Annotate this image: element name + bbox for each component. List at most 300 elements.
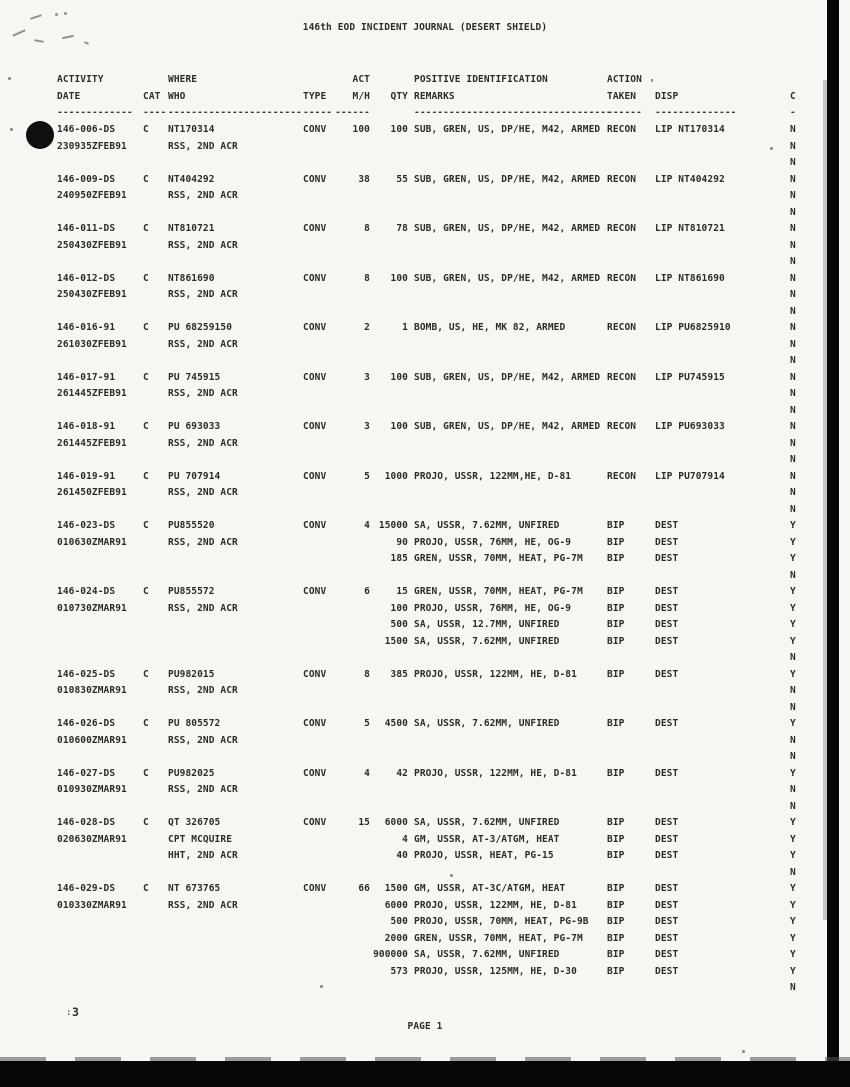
- entry-type: CONV: [303, 668, 327, 680]
- header-separator: [0, 107, 850, 124]
- line-qty: 6000: [384, 899, 408, 911]
- line-action-taken: RECON: [607, 124, 637, 135]
- line-c-flag: N: [790, 437, 796, 449]
- entry-cat: C: [143, 883, 149, 894]
- scan-speck: [8, 77, 11, 80]
- separator-dashes: ----------------------------------: [414, 107, 612, 118]
- line-remark: PROJO, USSR, 122MM,HE, D-81: [414, 470, 572, 482]
- separator-dashes: -: [790, 107, 796, 118]
- journal-entry-146-029-DS-line-2: [0, 900, 850, 917]
- line-c-flag: N: [790, 388, 796, 399]
- journal-entry-146-019-91-line-2: [0, 487, 850, 504]
- scan-speck: [10, 128, 13, 131]
- line-remark: SA, USSR, 7.62MM, UNFIRED: [414, 635, 560, 647]
- entry-who: PU982015: [168, 668, 215, 680]
- line-c-flag: N: [790, 371, 796, 383]
- entry-who: RSS, 2ND ACR: [168, 784, 238, 795]
- line-action-taken: BIP: [607, 586, 625, 597]
- entry-who: QT 326705: [168, 817, 221, 828]
- line-c-flag: N: [790, 239, 796, 251]
- entry-manhours: 3: [364, 371, 370, 383]
- entry-type: CONV: [303, 470, 327, 482]
- journal-entry-146-012-DS-line-3: [0, 306, 850, 323]
- journal-entries: [0, 124, 850, 999]
- margin-tick-mark: :: [66, 1008, 72, 1018]
- header-row-2: [0, 91, 850, 108]
- line-c-flag: N: [790, 322, 796, 333]
- pencil-scribble: [34, 39, 44, 43]
- line-disp: DEST: [655, 520, 679, 531]
- line-c-flag: Y: [790, 619, 796, 630]
- line-c-flag: N: [790, 338, 796, 350]
- entry-who: RSS, 2ND ACR: [168, 190, 238, 201]
- stray-mark: ': [649, 78, 655, 89]
- line-action-taken: RECON: [607, 173, 637, 185]
- line-disp: DEST: [655, 536, 679, 548]
- line-disp: DEST: [655, 850, 679, 861]
- entry-who: PU 68259150: [168, 322, 233, 333]
- line-disp: DEST: [655, 817, 679, 828]
- line-qty: 100: [390, 421, 408, 432]
- journal-entry-146-016-91-line-3: [0, 355, 850, 372]
- entry-who: RSS, 2ND ACR: [168, 388, 238, 399]
- line-c-flag: N: [790, 206, 796, 218]
- line-c-flag: N: [790, 734, 796, 746]
- journal-entry-146-028-DS-line-3: [0, 850, 850, 867]
- line-c-flag: N: [790, 800, 796, 812]
- entry-who: PU 745915: [168, 371, 221, 383]
- line-disp: DEST: [655, 635, 679, 647]
- journal-entry-146-029-DS-line-4: [0, 933, 850, 950]
- journal-entry-146-023-DS-line-2: [0, 537, 850, 554]
- entry-manhours: 8: [364, 223, 370, 234]
- line-c-flag: N: [790, 124, 796, 135]
- line-c-flag: Y: [790, 833, 796, 845]
- line-action-taken: RECON: [607, 272, 637, 284]
- col-header-remarks: REMARKS: [414, 90, 455, 102]
- separator-dashes: ------: [335, 107, 370, 118]
- line-c-flag: Y: [790, 520, 796, 531]
- col-header-who: WHO: [168, 90, 186, 102]
- line-c-flag: N: [790, 305, 796, 317]
- line-disp: DEST: [655, 668, 679, 680]
- line-qty: 100: [390, 124, 408, 135]
- line-disp: DEST: [655, 602, 679, 614]
- line-action-taken: BIP: [607, 718, 625, 729]
- entry-cat: C: [143, 421, 149, 432]
- line-remark: SA, USSR, 7.62MM, UNFIRED: [414, 817, 560, 828]
- separator-dashes: --------------: [655, 107, 737, 118]
- entry-manhours: 2: [364, 322, 370, 333]
- entry-id: 146-017-91: [57, 371, 116, 383]
- document-title: 146th EOD INCIDENT JOURNAL (DESERT SHIELD): [302, 22, 548, 33]
- scan-speck: [450, 874, 453, 877]
- entry-who: PU 707914: [168, 470, 221, 482]
- line-c-flag: Y: [790, 949, 796, 960]
- entry-id: 146-024-DS: [57, 586, 116, 597]
- line-disp: DEST: [655, 619, 679, 630]
- line-disp: DEST: [655, 553, 679, 564]
- col-header-disp: DISP: [655, 90, 679, 102]
- line-qty: 1000: [384, 470, 408, 482]
- entry-date: 240950ZFEB91: [57, 190, 127, 201]
- entry-who: RSS, 2ND ACR: [168, 140, 238, 152]
- line-disp: DEST: [655, 899, 679, 911]
- line-action-taken: BIP: [607, 932, 625, 944]
- entry-id: 146-028-DS: [57, 817, 116, 828]
- line-c-flag: Y: [790, 965, 796, 977]
- line-action-taken: BIP: [607, 668, 625, 680]
- entry-id: 146-018-91: [57, 421, 116, 432]
- entry-who: RSS, 2ND ACR: [168, 734, 238, 746]
- line-disp: DEST: [655, 916, 679, 927]
- entry-manhours: 15: [358, 817, 370, 828]
- line-c-flag: N: [790, 569, 796, 581]
- line-action-taken: RECON: [607, 470, 637, 482]
- line-action-taken: BIP: [607, 817, 625, 828]
- journal-entry-146-026-DS-line-2: [0, 735, 850, 752]
- line-action-taken: BIP: [607, 899, 625, 911]
- entry-type: CONV: [303, 421, 327, 432]
- line-c-flag: Y: [790, 586, 796, 597]
- col-header-c: C: [790, 90, 796, 102]
- col-header-mh: M/H: [352, 90, 370, 102]
- journal-entry-146-016-91-line-1: [0, 322, 850, 339]
- line-c-flag: N: [790, 652, 796, 663]
- line-remark: SUB, GREN, US, DP/HE, M42, ARMED: [414, 223, 601, 234]
- line-c-flag: N: [790, 685, 796, 696]
- journal-entry-146-027-DS-line-2: [0, 784, 850, 801]
- line-qty: 185: [390, 553, 408, 564]
- line-action-taken: BIP: [607, 883, 625, 894]
- line-qty: 1500: [384, 883, 408, 894]
- line-c-flag: Y: [790, 602, 796, 614]
- line-c-flag: N: [790, 751, 796, 762]
- line-remark: PROJO, USSR, 76MM, HE, OG-9: [414, 602, 572, 614]
- journal-entry-146-026-DS-line-1: [0, 718, 850, 735]
- journal-entry-146-018-91-line-2: [0, 438, 850, 455]
- entry-id: 146-012-DS: [57, 272, 116, 284]
- col-header-activity: ACTIVITY: [57, 74, 104, 85]
- table-header: [0, 74, 850, 124]
- col-header-positive-identification: POSITIVE IDENTIFICATION: [414, 74, 548, 85]
- entry-cat: C: [143, 817, 149, 828]
- journal-entry-146-025-DS-line-2: [0, 685, 850, 702]
- journal-entry-146-027-DS-line-3: [0, 801, 850, 818]
- entry-id: 146-023-DS: [57, 520, 116, 531]
- journal-entry-146-029-DS-line-1: [0, 883, 850, 900]
- entry-date: 261445ZFEB91: [57, 388, 127, 399]
- journal-entry-146-023-DS-line-1: [0, 520, 850, 537]
- pencil-scribble: [64, 12, 67, 15]
- pencil-scribble: [55, 13, 58, 16]
- line-c-flag: N: [790, 784, 796, 795]
- line-c-flag: Y: [790, 635, 796, 647]
- scan-speck: [742, 1050, 745, 1053]
- line-disp: DEST: [655, 949, 679, 960]
- entry-who: RSS, 2ND ACR: [168, 437, 238, 449]
- journal-entry-146-018-91-line-1: [0, 421, 850, 438]
- entry-type: CONV: [303, 124, 327, 135]
- line-disp: LIP NT170314: [655, 124, 725, 135]
- entry-type: CONV: [303, 817, 327, 828]
- journal-entry-146-009-DS-line-2: [0, 190, 850, 207]
- line-qty: 78: [396, 223, 408, 234]
- col-header-where: WHERE: [168, 74, 198, 85]
- journal-entry-146-006-DS-line-2: [0, 141, 850, 158]
- pencil-scribble: [84, 41, 89, 45]
- line-c-flag: N: [790, 866, 796, 878]
- journal-entry-146-011-DS-line-3: [0, 256, 850, 273]
- line-remark: PROJO, USSR, 70MM, HEAT, PG-9B: [414, 916, 589, 927]
- line-c-flag: Y: [790, 536, 796, 548]
- entry-manhours: 4: [364, 520, 370, 531]
- journal-entry-146-017-91-line-1: [0, 372, 850, 389]
- line-qty: 4500: [384, 718, 408, 729]
- journal-entry-146-028-DS-line-1: [0, 817, 850, 834]
- line-disp: LIP PU6825910: [655, 322, 731, 333]
- entry-who: NT810721: [168, 223, 215, 234]
- line-remark: GREN, USSR, 70MM, HEAT, PG-7M: [414, 932, 583, 944]
- line-c-flag: N: [790, 982, 796, 993]
- line-remark: SA, USSR, 12.7MM, UNFIRED: [414, 619, 560, 630]
- entry-type: CONV: [303, 883, 327, 894]
- journal-entry-146-019-91-line-3: [0, 504, 850, 521]
- line-disp: LIP NT861690: [655, 272, 725, 284]
- col-header-type: TYPE: [303, 90, 327, 102]
- line-remark: BOMB, US, HE, MK 82, ARMED: [414, 322, 566, 333]
- entry-type: CONV: [303, 223, 327, 234]
- line-remark: SUB, GREN, US, DP/HE, M42, ARMED: [414, 421, 601, 432]
- scan-speck: [770, 147, 773, 150]
- line-disp: LIP PU745915: [655, 371, 725, 383]
- entry-id: 146-016-91: [57, 322, 116, 333]
- entry-who: CPT MCQUIRE: [168, 833, 233, 845]
- line-disp: DEST: [655, 965, 679, 977]
- line-qty: 40: [396, 850, 408, 861]
- line-action-taken: BIP: [607, 767, 625, 779]
- line-qty: 55: [396, 173, 408, 185]
- line-disp: LIP PU693033: [655, 421, 725, 432]
- journal-entry-146-028-DS-line-2: [0, 834, 850, 851]
- line-qty: 573: [390, 965, 408, 977]
- line-remark: PROJO, USSR, 122MM, HE, D-81: [414, 668, 577, 680]
- line-c-flag: Y: [790, 767, 796, 779]
- col-header-taken: TAKEN: [607, 90, 637, 102]
- entry-cat: C: [143, 223, 149, 234]
- entry-who: RSS, 2ND ACR: [168, 289, 238, 300]
- line-qty: 1: [402, 322, 408, 333]
- entry-cat: C: [143, 668, 149, 680]
- header-row-1: [0, 74, 850, 91]
- line-remark: PROJO, USSR, 122MM, HE, D-81: [414, 767, 577, 779]
- entry-type: CONV: [303, 322, 327, 333]
- line-c-flag: Y: [790, 932, 796, 944]
- entry-date: 010930ZMAR91: [57, 784, 127, 795]
- pencil-scribble: [62, 35, 74, 39]
- line-remark: GM, USSR, AT-3C/ATGM, HEAT: [414, 883, 566, 894]
- pencil-scribble: [30, 14, 42, 20]
- line-action-taken: BIP: [607, 619, 625, 630]
- entry-manhours: 5: [364, 718, 370, 729]
- entry-type: CONV: [303, 767, 327, 779]
- entry-date: 010830ZMAR91: [57, 685, 127, 696]
- line-remark: PROJO, USSR, 125MM, HE, D-30: [414, 965, 577, 977]
- entry-who: PU855520: [168, 520, 215, 531]
- line-qty: 4: [402, 833, 408, 845]
- journal-entry-146-012-DS-line-2: [0, 289, 850, 306]
- journal-entry-146-029-DS-line-3: [0, 916, 850, 933]
- line-c-flag: N: [790, 701, 796, 713]
- line-qty: 42: [396, 767, 408, 779]
- journal-entry-146-019-91-line-1: [0, 471, 850, 488]
- entry-who: NT 673765: [168, 883, 221, 894]
- entry-manhours: 3: [364, 421, 370, 432]
- line-action-taken: BIP: [607, 520, 625, 531]
- entry-type: CONV: [303, 173, 327, 185]
- entry-cat: C: [143, 322, 149, 333]
- entry-id: 146-011-DS: [57, 223, 116, 234]
- line-remark: SUB, GREN, US, DP/HE, M42, ARMED: [414, 272, 601, 284]
- journal-entry-146-006-DS-line-1: [0, 124, 850, 141]
- entry-cat: C: [143, 718, 149, 729]
- entry-who: NT404292: [168, 173, 215, 185]
- journal-entry-146-025-DS-line-1: [0, 669, 850, 686]
- entry-date: 261030ZFEB91: [57, 338, 127, 350]
- entry-manhours: 8: [364, 668, 370, 680]
- entry-who: NT170314: [168, 124, 215, 135]
- line-c-flag: N: [790, 355, 796, 366]
- col-header-date: DATE: [57, 90, 81, 102]
- journal-entry-146-024-DS-line-2: [0, 603, 850, 620]
- line-remark: SA, USSR, 7.62MM, UNFIRED: [414, 520, 560, 531]
- line-qty: 15000: [378, 520, 408, 531]
- line-c-flag: N: [790, 470, 796, 482]
- line-c-flag: Y: [790, 883, 796, 894]
- line-c-flag: Y: [790, 916, 796, 927]
- line-action-taken: BIP: [607, 916, 625, 927]
- line-qty: 100: [390, 371, 408, 383]
- separator-dashes: ----: [143, 107, 167, 118]
- line-action-taken: BIP: [607, 833, 625, 845]
- entry-who: RSS, 2ND ACR: [168, 338, 238, 350]
- entry-date: 010630ZMAR91: [57, 536, 127, 548]
- entry-who: PU855572: [168, 586, 215, 597]
- line-qty: 2000: [384, 932, 408, 944]
- entry-date: 020630ZMAR91: [57, 833, 127, 845]
- line-remark: SA, USSR, 7.62MM, UNFIRED: [414, 718, 560, 729]
- entry-date: 230935ZFEB91: [57, 140, 127, 152]
- line-c-flag: Y: [790, 718, 796, 729]
- entry-id: 146-026-DS: [57, 718, 116, 729]
- entry-who: HHT, 2ND ACR: [168, 850, 238, 861]
- entry-type: CONV: [303, 586, 327, 597]
- entry-date: 250430ZFEB91: [57, 289, 127, 300]
- entry-date: 010600ZMAR91: [57, 734, 127, 746]
- journal-entry-146-009-DS-line-3: [0, 207, 850, 224]
- line-disp: DEST: [655, 767, 679, 779]
- entry-date: 261445ZFEB91: [57, 437, 127, 449]
- journal-entry-146-029-DS-line-7: [0, 982, 850, 999]
- line-c-flag: N: [790, 404, 796, 416]
- entry-cat: C: [143, 586, 149, 597]
- entry-id: 146-019-91: [57, 470, 116, 482]
- line-c-flag: Y: [790, 899, 796, 911]
- line-c-flag: N: [790, 503, 796, 515]
- line-remark: GREN, USSR, 70MM, HEAT, PG-7M: [414, 586, 583, 597]
- entry-cat: C: [143, 767, 149, 779]
- scan-bottom-black-bar: [0, 1061, 850, 1087]
- journal-entry-146-024-DS-line-3: [0, 619, 850, 636]
- line-c-flag: N: [790, 140, 796, 152]
- separator-dashes: -----: [303, 107, 333, 118]
- journal-entry-146-026-DS-line-3: [0, 751, 850, 768]
- journal-entry-146-012-DS-line-1: [0, 273, 850, 290]
- line-c-flag: N: [790, 173, 796, 185]
- journal-entry-146-017-91-line-2: [0, 388, 850, 405]
- line-remark: SUB, GREN, US, DP/HE, M42, ARMED: [414, 173, 601, 185]
- line-qty: 500: [390, 619, 408, 630]
- entry-who: NT861690: [168, 272, 215, 284]
- journal-entry-146-023-DS-line-4: [0, 570, 850, 587]
- journal-entry-146-024-DS-line-1: [0, 586, 850, 603]
- entry-type: CONV: [303, 371, 327, 383]
- journal-entry-146-023-DS-line-3: [0, 553, 850, 570]
- line-qty: 6000: [384, 817, 408, 828]
- line-action-taken: RECON: [607, 322, 637, 333]
- line-disp: LIP NT404292: [655, 173, 725, 185]
- line-c-flag: Y: [790, 850, 796, 861]
- line-action-taken: BIP: [607, 553, 625, 564]
- entry-id: 146-006-DS: [57, 124, 116, 135]
- line-c-flag: N: [790, 421, 796, 432]
- entry-type: CONV: [303, 272, 327, 284]
- entry-who: RSS, 2ND ACR: [168, 602, 238, 614]
- line-disp: DEST: [655, 586, 679, 597]
- entry-who: PU982025: [168, 767, 215, 779]
- entry-id: 146-025-DS: [57, 668, 116, 680]
- line-action-taken: RECON: [607, 371, 637, 383]
- journal-entry-146-029-DS-line-6: [0, 966, 850, 983]
- journal-entry-146-025-DS-line-3: [0, 702, 850, 719]
- line-c-flag: N: [790, 157, 796, 168]
- journal-entry-146-017-91-line-3: [0, 405, 850, 422]
- line-c-flag: Y: [790, 553, 796, 564]
- line-qty: 15: [396, 586, 408, 597]
- separator-dashes: -----------------------: [168, 107, 302, 118]
- entry-id: 146-009-DS: [57, 173, 116, 185]
- line-remark: PROJO, USSR, 122MM, HE, D-81: [414, 899, 577, 911]
- line-c-flag: N: [790, 256, 796, 267]
- scan-speck: [320, 985, 323, 988]
- entry-cat: C: [143, 520, 149, 531]
- journal-entry-146-028-DS-line-4: [0, 867, 850, 884]
- line-c-flag: N: [790, 190, 796, 201]
- entry-who: RSS, 2ND ACR: [168, 899, 238, 911]
- hole-punch-mark: [26, 121, 54, 149]
- col-header-cat: CAT: [143, 90, 161, 102]
- line-qty: 90: [396, 536, 408, 548]
- line-remark: SA, USSR, 7.62MM, UNFIRED: [414, 949, 560, 960]
- journal-entry-146-011-DS-line-1: [0, 223, 850, 240]
- entry-manhours: 66: [358, 883, 370, 894]
- line-c-flag: Y: [790, 817, 796, 828]
- entry-id: 146-027-DS: [57, 767, 116, 779]
- journal-entry-146-006-DS-line-3: [0, 157, 850, 174]
- entry-date: 010330ZMAR91: [57, 899, 127, 911]
- journal-entry-146-011-DS-line-2: [0, 240, 850, 257]
- line-c-flag: N: [790, 487, 796, 498]
